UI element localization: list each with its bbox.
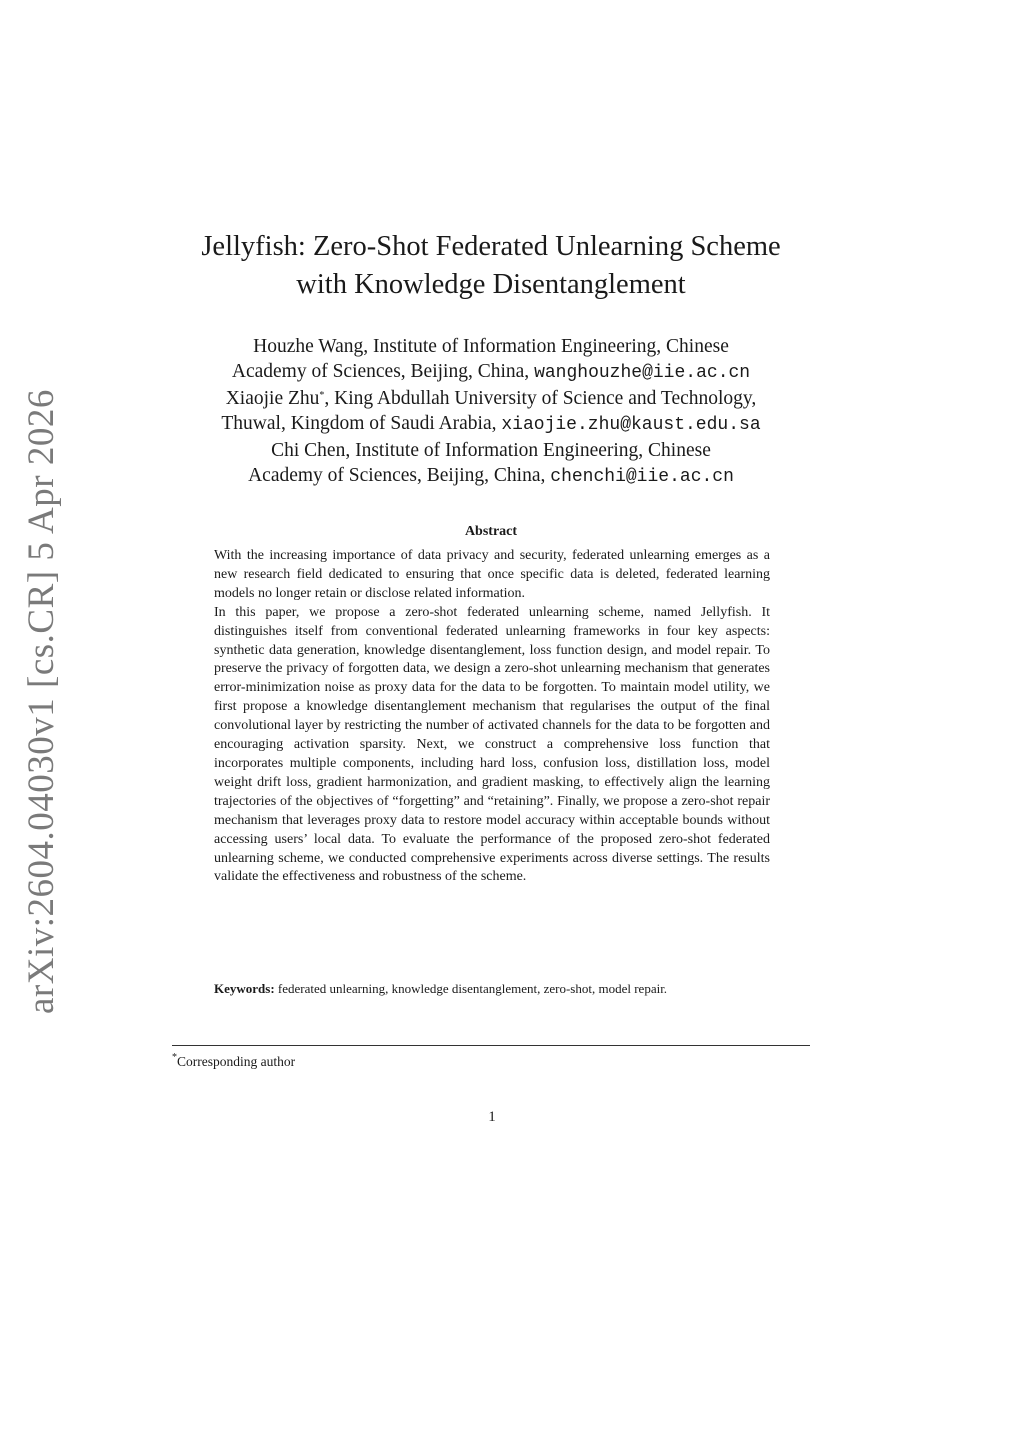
abstract-body (214, 547, 770, 887)
footnote-divider (172, 1045, 810, 1046)
author-line-5: Chi Chen, Institute of Information Engineering, Chinese (271, 440, 711, 461)
arxiv-identifier: arXiv:2604.04030v1 [cs.CR] 5 Apr 2026 (21, 389, 62, 1014)
corresponding-author-mark: * (319, 390, 325, 401)
author-block (172, 334, 810, 490)
keywords (214, 979, 774, 998)
abstract-paragraph-1: With the increasing importance of data privacy and security, federated unlearning emerges as a new research field dedicated to ensuring that once specific data is deleted, federated learning models no longer retain or disclose related information. (214, 548, 770, 601)
abstract-heading: Abstract (464, 524, 518, 539)
keywords-text: federated unlearning, knowledge disentanglement, zero-shot, model repair. (274, 981, 668, 996)
abstract-paragraph-2: In this paper, we propose a zero-shot federated unlearning scheme, named Jellyfish. It distinguishes itself from conventional federated unlearning frameworks in four key aspects: synthetic data generation, knowledge disentanglement, loss function design, and model repair. To preserve the privacy of forgotten data, we design a zero-shot unlearning mechanism that generates error-minimization noise as proxy data for the data to be forgotten. To maintain model utility, we first propose a knowledge disentanglement mechanism that regularises the output of the final convolutional layer by restricting the number of activated channels for the data to be forgotten and encouraging activation sparsity. Next, we construct a comprehensive loss function that incorporates multiple components, including hard loss, confusion loss, distillation loss, model weight drift loss, gradient harmonization, and gradient masking, to effectively align the learning trajectories of the objectives of “forgetting” and “retaining”. Finally, we propose a zero-shot repair mechanism that leverages proxy data to restore model accuracy within acceptable bounds without accessing users’ local data. To evaluate the performance of the proposed zero-shot federated unlearning scheme, we conducted comprehensive experiments across diverse settings. The results validate the effectiveness and robustness of the scheme. (214, 604, 770, 885)
author-line-3 (172, 386, 810, 411)
author-affiliation: Academy of Sciences, Beijing, China, (248, 465, 551, 486)
author-line-4 (172, 411, 810, 438)
author-email-zhu[interactable]: xiaojie.zhu@kaust.edu.sa (501, 415, 761, 435)
author-email-chen[interactable]: chenchi@iie.ac.cn (550, 467, 734, 487)
author-affiliation: Academy of Sciences, Beijing, China, (231, 361, 535, 382)
title-line-2: with Knowledge Disentanglement (296, 269, 686, 300)
paper-title (172, 228, 810, 304)
author-name-zhu: Xiaojie Zhu (225, 388, 320, 409)
author-email-wang[interactable]: wanghouzhe@iie.ac.cn (534, 363, 751, 383)
author-line-6 (172, 463, 810, 490)
author-affiliation: , King Abdullah University of Science and Technology, (324, 388, 757, 409)
footnote-text: Corresponding author (177, 1054, 296, 1069)
keywords-label: Keywords: (214, 981, 275, 996)
page-number: 1 (488, 1109, 496, 1125)
author-line-2 (172, 359, 810, 386)
footnote (172, 1053, 295, 1071)
author-affiliation: Thuwal, Kingdom of Saudi Arabia, (221, 413, 502, 434)
footnote-mark: * (172, 1052, 177, 1063)
author-line-1: Houzhe Wang, Institute of Information Engineering, Chinese (253, 336, 729, 357)
title-line-1: Jellyfish: Zero-Shot Federated Unlearning Scheme (201, 231, 781, 262)
